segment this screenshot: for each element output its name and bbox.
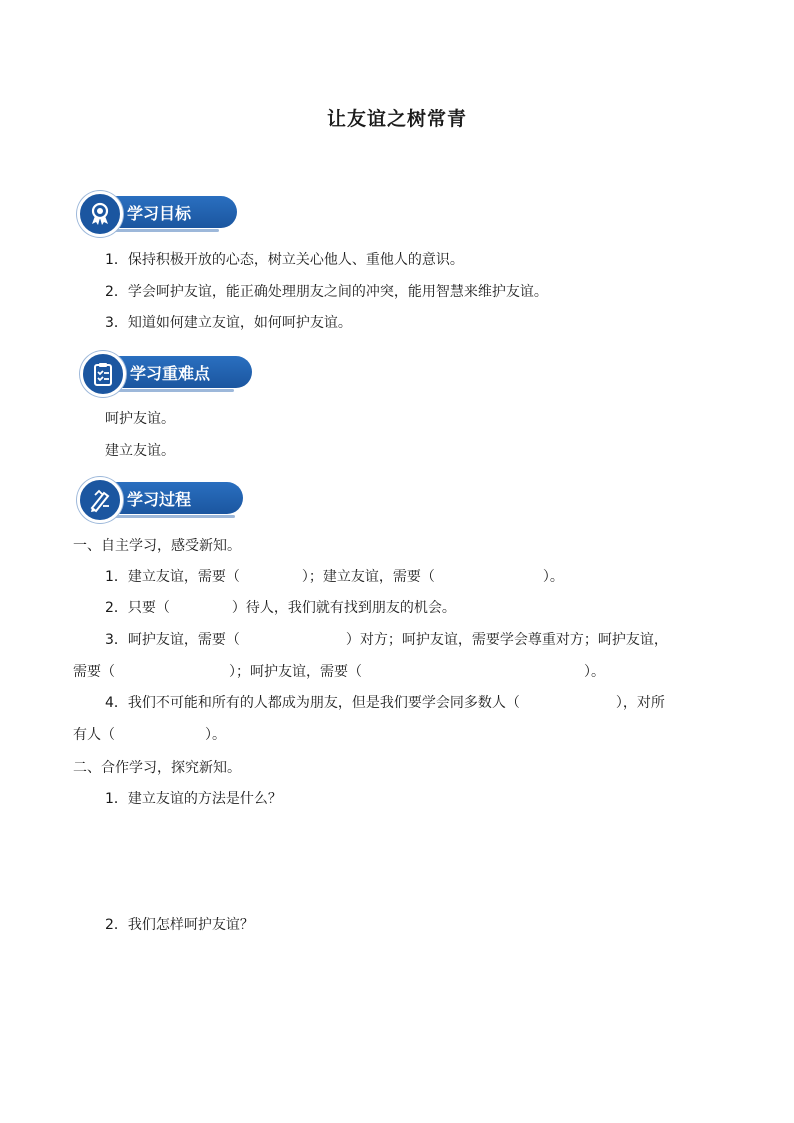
fill-question-4-cont <box>73 725 226 745</box>
fill-question-3-cont <box>73 662 605 682</box>
question-text: ）对方；呵护友谊，需要学会尊重对方；呵护友谊， <box>345 632 668 648</box>
question-text: ）。 <box>542 569 564 585</box>
part2-heading: 二、合作学习，探究新知。 <box>73 760 241 776</box>
question-text: 3．呵护友谊，需要（ <box>105 632 240 648</box>
goal-item-2: 2．学会呵护友谊，能正确处理朋友之间的冲突，能用智慧来维护友谊。 <box>105 284 548 300</box>
goal-item-1: 1．保持积极开放的心态，树立关心他人、重他人的意识。 <box>105 252 464 268</box>
fill-question-4 <box>105 693 665 713</box>
goal-item-3: 3．知道如何建立友谊，如何呵护友谊。 <box>105 315 352 331</box>
question-text: ），对所 <box>615 695 665 711</box>
question-text: 1．建立友谊，需要（ <box>105 569 240 585</box>
section-badge-label: 学习目标 <box>95 196 237 228</box>
keypoint-item-1: 呵护友谊。 <box>105 411 175 427</box>
fill-question-2 <box>105 598 456 618</box>
question-text: 2．只要（ <box>105 600 170 616</box>
discussion-question-2: 2．我们怎样呵护友谊？ <box>105 917 254 933</box>
page-title: 让友谊之树常青 <box>326 108 467 130</box>
fill-question-1 <box>105 567 564 587</box>
question-text: ）。 <box>205 727 226 743</box>
question-text: ）待人，我们就有找到朋友的机会。 <box>231 600 456 616</box>
section-badge-process <box>77 480 235 516</box>
question-text: 需要（ <box>73 664 115 680</box>
section-badge-label: 学习重难点 <box>98 356 252 388</box>
section-badge-keypoints <box>80 354 235 390</box>
pencil-ruler-icon <box>77 477 123 523</box>
section-badge-label: 学习过程 <box>95 482 243 514</box>
part1-heading: 一、自主学习，感受新知。 <box>73 538 241 554</box>
question-text: ）；建立友谊，需要（ <box>301 569 435 585</box>
fill-question-3 <box>105 630 668 650</box>
question-text: 4．我们不可能和所有的人都成为朋友，但是我们要学会同多数人（ <box>105 695 520 711</box>
question-text: 有人（ <box>73 727 115 743</box>
clipboard-checklist-icon <box>80 351 126 397</box>
question-text: ）；呵护友谊，需要（ <box>229 664 362 680</box>
section-badge-goals <box>77 194 219 230</box>
ribbon-award-icon <box>77 191 123 237</box>
discussion-question-1: 1．建立友谊的方法是什么？ <box>105 791 282 807</box>
keypoint-item-2: 建立友谊。 <box>105 443 175 459</box>
question-text: ）。 <box>584 664 605 680</box>
